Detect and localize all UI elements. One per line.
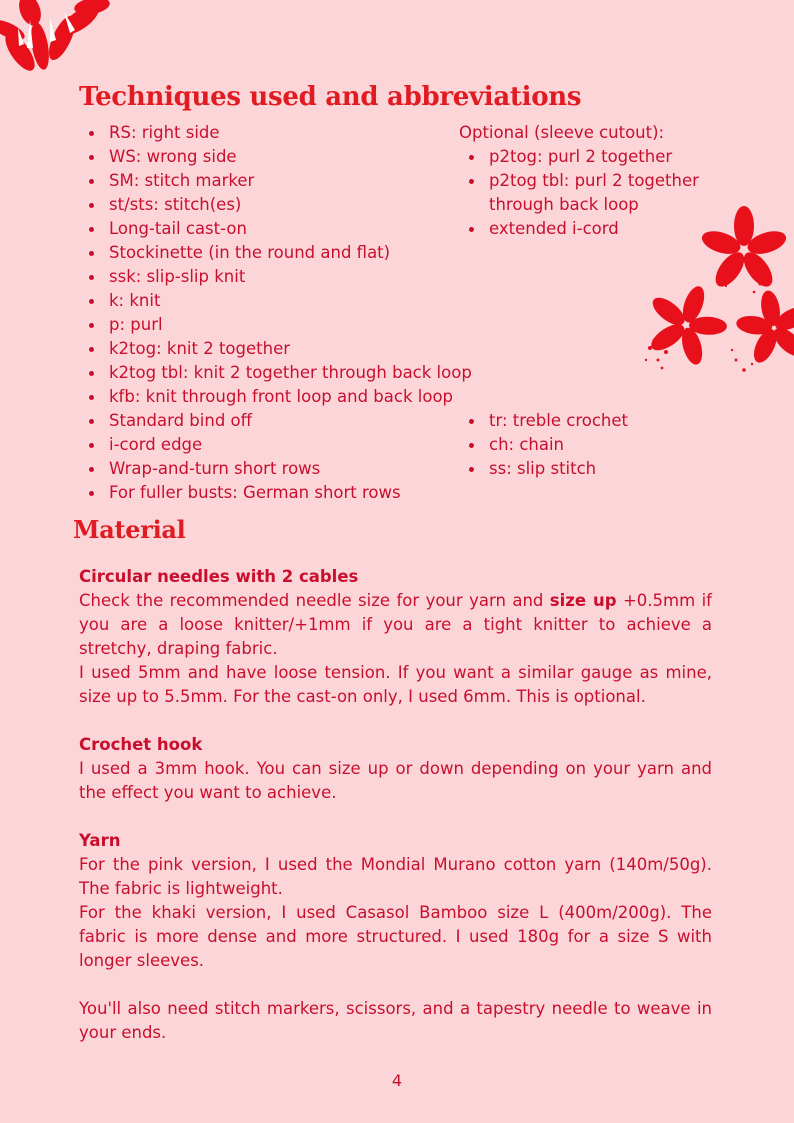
- yarn-paragraph-2: For the khaki version, I used Casasol Bamboo size L (400m/200g). The fabric is more dense and more structured. I used 180g for a size S with longer sleeves.: [79, 903, 712, 970]
- hook-paragraph: I used a 3mm hook. You can size up or down depending on your yarn and the effect you want to achieve.: [79, 759, 712, 802]
- material-section: [79, 565, 712, 1045]
- list-item: k2tog: knit 2 together: [79, 337, 479, 361]
- optional-sleeve-cutout: [459, 121, 719, 241]
- list-item: extended i-cord: [459, 217, 719, 241]
- list-item: k2tog tbl: knit 2 together through back loop: [79, 361, 479, 385]
- list-item: k: knit: [79, 289, 479, 313]
- list-item: Long-tail cast-on: [79, 217, 479, 241]
- list-item: kfb: knit through front loop and back loop: [79, 385, 479, 409]
- techniques-title: Techniques used and abbreviations: [79, 82, 582, 112]
- list-item: tr: treble crochet: [459, 409, 719, 433]
- extras-paragraph: You'll also need stitch markers, scissors, and a tapestry needle to weave in your ends.: [79, 999, 712, 1042]
- list-item: ss: slip stitch: [459, 457, 719, 481]
- list-item: WS: wrong side: [79, 145, 479, 169]
- needles-heading: Circular needles with 2 cables: [79, 567, 359, 586]
- list-item: For fuller busts: German short rows: [79, 481, 479, 505]
- list-item: p2tog: purl 2 together: [459, 145, 719, 169]
- list-item: i-cord edge: [79, 433, 479, 457]
- crochet-abbreviations-list: [459, 409, 719, 481]
- list-item: p: purl: [79, 313, 479, 337]
- size-up-emphasis: size up: [549, 591, 617, 610]
- list-item: Wrap-and-turn short rows: [79, 457, 479, 481]
- material-title: Material: [73, 515, 186, 544]
- list-item: Standard bind off: [79, 409, 479, 433]
- list-item: ch: chain: [459, 433, 719, 457]
- flower-cluster-icon: [0, 0, 110, 75]
- knitting-abbreviations-list: [79, 121, 479, 505]
- list-item: st/sts: stitch(es): [79, 193, 479, 217]
- needles-paragraph-1: Check the recommended needle size for your yarn and size up +0.5mm if you are a loose knitter/+1mm if you are a tight knitter to achieve a stretchy, draping fabric.: [79, 591, 712, 658]
- optional-abbreviations-list: [459, 145, 719, 241]
- list-item: Stockinette (in the round and flat): [79, 241, 479, 265]
- yarn-heading: Yarn: [79, 831, 121, 850]
- list-item: p2tog tbl: purl 2 together through back loop: [459, 169, 719, 217]
- needles-paragraph-2: I used 5mm and have loose tension. If you want a similar gauge as mine, size up to 5.5mm. For the cast-on only, I used 6mm. This is optional.: [79, 663, 712, 706]
- list-item: SM: stitch marker: [79, 169, 479, 193]
- hook-heading: Crochet hook: [79, 735, 203, 754]
- list-item: ssk: slip-slip knit: [79, 265, 479, 289]
- page-number: 4: [391, 1071, 403, 1090]
- list-item: RS: right side: [79, 121, 479, 145]
- yarn-paragraph-1: For the pink version, I used the Mondial Murano cotton yarn (140m/50g). The fabric is lightweight.: [79, 855, 712, 898]
- optional-heading: Optional (sleeve cutout):: [459, 123, 665, 142]
